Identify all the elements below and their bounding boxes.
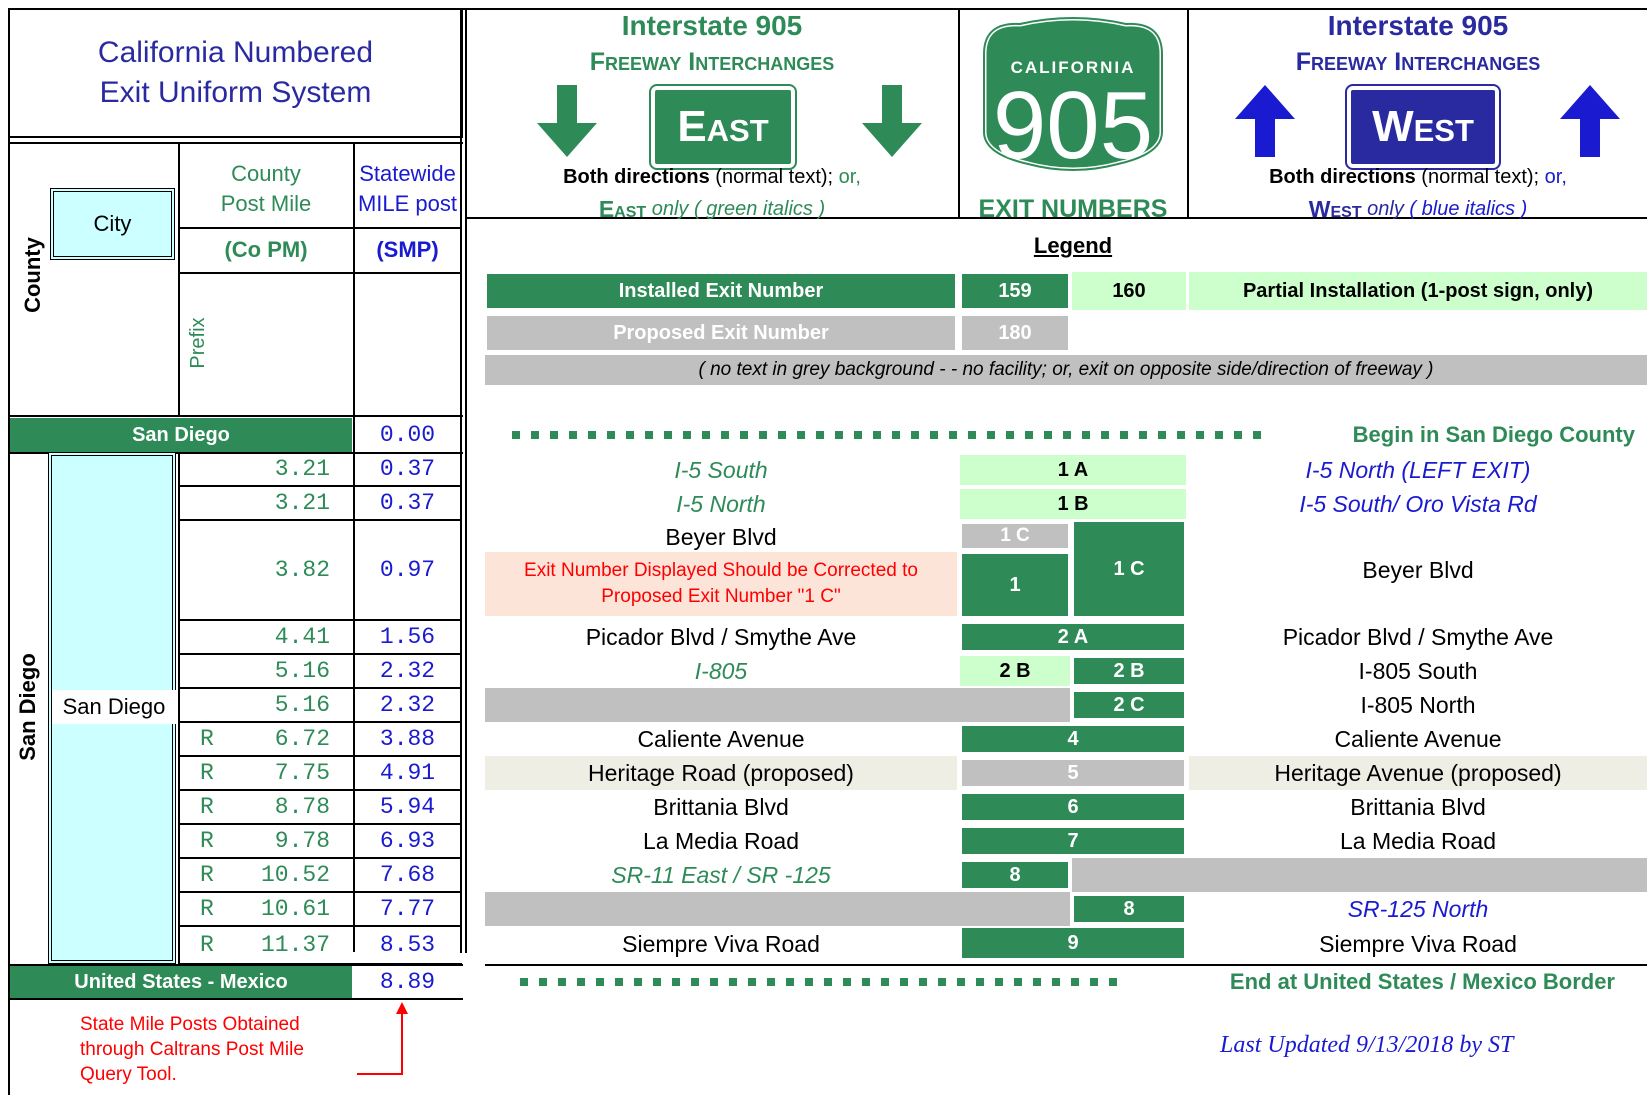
west-note: [1189, 164, 1647, 190]
west-interchanges-label: Freeway Interchanges: [1295, 47, 1541, 76]
west-destination: Heritage Avenue (proposed): [1189, 756, 1647, 790]
county-row-name-label: San Diego: [132, 423, 230, 446]
prefix-cell: R: [200, 760, 214, 786]
east-destination: I-805: [694, 657, 748, 684]
copm-cell: 3.21: [274, 456, 330, 482]
legend-partial-label: Partial Installation (1-post sign, only): [1242, 279, 1594, 302]
copm-cell: 3.82: [274, 557, 330, 583]
grey-no-facility: [1072, 858, 1647, 892]
east-note-normal: (normal text);: [709, 165, 839, 188]
copm-abbr-label: (Co PM): [224, 237, 308, 262]
city-header-label: City: [93, 211, 132, 236]
begin-dashes: [512, 431, 1262, 439]
system-title-line1: California Numbered: [97, 35, 374, 69]
shield-state-label: CALIFORNIA: [1010, 58, 1136, 77]
county-row-smp-label: 0.00: [379, 422, 436, 448]
system-title-line2: Exit Uniform System: [99, 75, 372, 109]
prefix-cell: R: [200, 932, 214, 958]
east-only-dir: East: [598, 195, 647, 222]
prefix-cell: [200, 520, 230, 620]
exit-number-installed: 2 A: [960, 622, 1186, 652]
arrow-up-icon: [1558, 85, 1622, 157]
smp-cell: 8.53: [379, 932, 436, 958]
smp-header: [355, 156, 460, 222]
prefix-header-label: Prefix: [186, 317, 209, 369]
side-county: [13, 647, 43, 767]
copm-cell: 11.37: [260, 932, 330, 958]
legend-grey-note: [485, 355, 1647, 385]
grey-no-facility: [485, 688, 1070, 722]
smp-cell: 1.56: [379, 624, 436, 650]
begin-label-text: Begin in San Diego County: [1352, 422, 1635, 447]
end-row-smp: [355, 966, 460, 998]
west-interchanges: [1189, 46, 1647, 78]
east-only-word: only: [651, 197, 689, 220]
smp-cell: 0.37: [379, 456, 436, 482]
pointer-arrow-icon: [355, 1000, 415, 1080]
legend-installed-label: Installed Exit Number: [618, 279, 824, 302]
prefix-header: [183, 303, 213, 383]
legend-installed-example-label: 159: [998, 279, 1032, 302]
legend-title-label: Legend: [1033, 233, 1113, 258]
city-name-label: San Diego: [62, 694, 166, 719]
west-destination: Picador Blvd / Smythe Ave: [1282, 623, 1554, 650]
prefix-cell: [200, 620, 230, 654]
legend-proposed-example-label: 180: [998, 321, 1032, 344]
last-updated: [1220, 1032, 1590, 1059]
copm-cell: 9.78: [274, 828, 330, 854]
smp-cell: 2.32: [379, 692, 436, 718]
west-destination: I-5 South/ Oro Vista Rd: [1299, 490, 1537, 517]
east-direction-label: East: [677, 102, 769, 151]
end-row-name: [10, 966, 352, 998]
west-destination: SR-125 North: [1347, 895, 1489, 922]
exit-number-installed: 7: [960, 826, 1186, 856]
smp-cell: 7.68: [379, 862, 436, 888]
exit-number-proposed: 1 C: [960, 522, 1070, 550]
copm-cell: 5.16: [274, 692, 330, 718]
west-direction-label: West: [1372, 102, 1474, 151]
prefix-cell: R: [200, 896, 214, 922]
west-only-dir: West: [1308, 195, 1362, 222]
exit-number-installed: 9: [960, 926, 1186, 960]
end-row-name-label: United States - Mexico: [74, 970, 288, 993]
smp-cell: 6.93: [379, 828, 436, 854]
prefix-cell: R: [200, 828, 214, 854]
smp-cell: 0.37: [379, 490, 436, 516]
exit-number-installed: 1: [960, 552, 1070, 618]
west-note-bold: Both directions: [1269, 165, 1416, 188]
exit-number-proposed: 5: [960, 758, 1186, 788]
copm-cell: 10.52: [260, 862, 330, 888]
end-label: [1120, 966, 1615, 998]
shield-caption: [960, 196, 1186, 222]
east-destination: Beyer Blvd: [665, 523, 777, 550]
legend-proposed-label: Proposed Exit Number: [613, 321, 829, 344]
copm-header-line2: Post Mile: [220, 191, 312, 216]
copm-cell: 4.41: [274, 624, 330, 650]
end-dashes: [520, 978, 1120, 986]
county-row-smp: [355, 418, 460, 452]
west-only-note: [1189, 196, 1647, 222]
copm-cell: 7.75: [274, 760, 330, 786]
copm-abbr: [180, 230, 352, 270]
east-interchanges: [467, 46, 957, 78]
east-destination: Caliente Avenue: [637, 725, 805, 752]
city-header: [50, 188, 175, 260]
footer-note-text: State Mile Posts Obtained through Caltrans Post Mile Query Tool.: [80, 1014, 304, 1085]
legend-title: [960, 232, 1186, 260]
exit-number-installed: 6: [960, 792, 1186, 822]
smp-cell: 3.88: [379, 726, 436, 752]
end-label-text: End at United States / Mexico Border: [1229, 969, 1615, 994]
legend-installed: [485, 272, 957, 310]
east-route: [467, 10, 957, 42]
smp-cell: 2.32: [379, 658, 436, 684]
copm-cell: 5.16: [274, 658, 330, 684]
east-only-note: [467, 196, 957, 222]
exit-number-installed: 2 B: [1072, 656, 1186, 686]
east-interchanges-label: Freeway Interchanges: [589, 47, 835, 76]
legend-proposed: [485, 314, 957, 352]
shield-number: [980, 72, 1166, 179]
west-note-normal: (normal text);: [1415, 165, 1545, 188]
copm-header: [180, 156, 352, 222]
west-route-label: Interstate 905: [1327, 10, 1509, 41]
west-destination: I-5 North (LEFT EXIT): [1305, 456, 1531, 483]
shield-caption-label: EXIT NUMBERS: [978, 194, 1168, 223]
legend-proposed-example: [960, 314, 1070, 352]
east-only-desc: ( green italics ): [694, 197, 826, 220]
exit-number-installed: 4: [960, 724, 1186, 754]
west-destination: I-805 North: [1360, 691, 1476, 718]
exit-number-installed: 2 C: [1072, 690, 1186, 720]
prefix-cell: [200, 688, 230, 722]
correction-note: Exit Number Displayed Should be Corrected to Proposed Exit Number "1 C": [485, 552, 957, 616]
east-destination: Brittania Blvd: [653, 793, 789, 820]
east-destination: I-5 South: [674, 456, 768, 483]
west-route: [1189, 10, 1647, 42]
county-header: [18, 220, 48, 330]
east-note-bold: Both directions: [563, 165, 710, 188]
arrow-down-icon: [860, 85, 924, 157]
exit-number-installed: 8: [960, 860, 1070, 890]
smp-cell: 5.94: [379, 794, 436, 820]
east-note: [467, 164, 957, 190]
county-header-label: County: [20, 237, 45, 313]
copm-cell: 6.72: [274, 726, 330, 752]
prefix-cell: [200, 452, 230, 486]
exit-number-partial: 1 B: [960, 489, 1186, 519]
begin-label: [1260, 418, 1635, 452]
grey-no-facility: [485, 892, 1070, 926]
exit-number-installed: 8: [1072, 894, 1186, 924]
col-divider: [178, 452, 180, 964]
east-direction-badge: [651, 86, 795, 168]
smp-cell: 0.97: [379, 557, 436, 583]
east-destination: Siempre Viva Road: [622, 930, 820, 957]
west-destination: Brittania Blvd: [1350, 793, 1486, 820]
exit-number-installed: 1 C: [1072, 520, 1186, 618]
east-route-label: Interstate 905: [621, 10, 803, 41]
prefix-cell: R: [200, 794, 214, 820]
west-destination: Siempre Viva Road: [1319, 930, 1517, 957]
legend-grey-note-label: ( no text in grey background - - no facility; or, exit on opposite side/direction of freeway ): [698, 359, 1434, 380]
last-updated-text: Last Updated 9/13/2018 by ST: [1220, 1032, 1514, 1058]
prefix-cell: [200, 654, 230, 688]
east-destination: SR-11 East / SR -125: [611, 861, 831, 888]
west-note-or: or,: [1544, 165, 1567, 188]
prefix-cell: [200, 486, 230, 520]
west-destination: Beyer Blvd: [1362, 556, 1474, 583]
east-destination: La Media Road: [643, 827, 799, 854]
copm-cell: 8.78: [274, 794, 330, 820]
exit-number-partial: 1 A: [960, 455, 1186, 485]
legend-installed-example: [960, 272, 1070, 310]
legend-partial-example-label: 160: [1112, 279, 1146, 302]
east-destination: I-5 North: [676, 490, 766, 517]
smp-cell: 7.77: [379, 896, 436, 922]
smp-cell: 4.91: [379, 760, 436, 786]
copm-cell: 10.61: [260, 896, 330, 922]
arrow-down-icon: [535, 85, 599, 157]
system-title: [10, 30, 461, 115]
city-name: [52, 690, 176, 724]
west-destination: Caliente Avenue: [1334, 725, 1502, 752]
west-only-desc: ( blue italics ): [1409, 197, 1528, 220]
copm-header-line1: County: [231, 161, 301, 186]
exit-number-partial: 2 B: [960, 656, 1070, 686]
legend-partial: [1189, 272, 1647, 310]
east-note-or: or,: [838, 165, 861, 188]
copm-cell: 3.21: [274, 490, 330, 516]
shield-number-label: 905: [992, 72, 1154, 179]
legend-partial-example: [1072, 272, 1186, 310]
west-direction-badge: [1347, 86, 1499, 168]
west-destination: La Media Road: [1340, 827, 1496, 854]
smp-abbr: [355, 230, 460, 270]
footer-note: [80, 1012, 350, 1087]
west-destination: I-805 South: [1358, 657, 1478, 684]
prefix-cell: R: [200, 862, 214, 888]
smp-abbr-label: (SMP): [376, 237, 439, 262]
end-row-smp-label: 8.89: [379, 969, 436, 995]
prefix-cell: R: [200, 726, 214, 752]
smp-header-line1: Statewide: [359, 161, 456, 186]
east-destination: Heritage Road (proposed): [485, 756, 957, 790]
side-county-label: San Diego: [15, 653, 40, 761]
east-destination: Picador Blvd / Smythe Ave: [585, 623, 857, 650]
smp-header-line2: MILE post: [357, 191, 458, 216]
west-only-word: only: [1367, 197, 1404, 220]
arrow-up-icon: [1233, 85, 1297, 157]
county-row-name: [10, 418, 352, 452]
